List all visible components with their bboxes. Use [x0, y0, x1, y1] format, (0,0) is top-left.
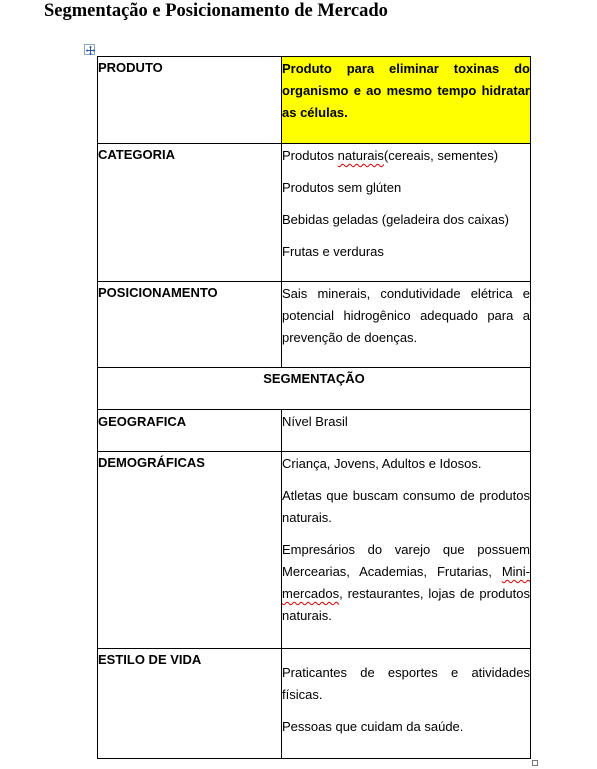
- table-move-icon[interactable]: [84, 44, 95, 55]
- table-row-produto: [98, 57, 531, 144]
- label-estilo-de-vida: ESTILO DE VIDA: [98, 649, 282, 759]
- estilo-paragraph: Pessoas que cuidam da saúde.: [282, 719, 464, 734]
- value-categoria: [282, 144, 531, 282]
- demograficas-text: Empresários do varejo que possuem Mercearias, Academias, Frutarias,: [282, 542, 530, 579]
- demograficas-paragraph: Criança, Jovens, Adultos e Idosos.: [282, 456, 482, 471]
- label-demograficas: DEMOGRÁFICAS: [98, 452, 282, 649]
- value-estilo-de-vida: [282, 649, 531, 759]
- label-geografica: GEOGRAFICA: [98, 410, 282, 452]
- geografica-text: Nível Brasil: [282, 414, 348, 429]
- demograficas-paragraph: [282, 539, 530, 627]
- label-categoria: CATEGORIA: [98, 144, 282, 282]
- posicionamento-text: Sais minerais, condutividade elétrica e potencial hidrogênico adequado para a prevenção de doenças.: [282, 286, 530, 345]
- value-geografica: [282, 410, 531, 452]
- demograficas-paragraph: Atletas que buscam consumo de produtos naturais.: [282, 488, 530, 525]
- categoria-item-text: Produtos: [282, 148, 338, 163]
- categoria-item-text: (cereais, sementes): [383, 148, 499, 163]
- value-produto: [282, 57, 531, 144]
- page-title: Segmentação e Posicionamento de Mercado: [44, 1, 388, 21]
- table-row-categoria: [98, 144, 531, 282]
- section-header-segmentacao: SEGMENTAÇÃO: [98, 368, 531, 410]
- categoria-item: Bebidas geladas (geladeira dos caixas): [282, 212, 509, 227]
- table-row-segmentacao: [98, 368, 531, 410]
- value-posicionamento: [282, 282, 531, 368]
- estilo-paragraph: Praticantes de esportes e atividades físicas.: [282, 665, 530, 702]
- table-resize-icon[interactable]: [532, 760, 538, 766]
- table-row-geografica: [98, 410, 531, 452]
- demograficas-text: , restaurantes, lojas de produtos naturais.: [282, 586, 530, 623]
- table-row-posicionamento: [98, 282, 531, 368]
- categoria-item: [282, 145, 530, 167]
- categoria-item: Produtos sem glúten: [282, 180, 402, 195]
- categoria-item: Frutas e verduras: [282, 244, 384, 259]
- value-demograficas: [282, 452, 531, 649]
- segmentation-table: [97, 56, 531, 759]
- label-posicionamento: POSICIONAMENTO: [98, 282, 282, 368]
- spellcheck-word: naturais: [337, 148, 384, 163]
- label-produto: PRODUTO: [98, 57, 282, 144]
- spellcheck-word: Mini-mercados: [282, 564, 530, 601]
- produto-text: Produto para eliminar toxinas do organismo e ao mesmo tempo hidratar as células.: [282, 61, 530, 120]
- table-row-estilo-de-vida: [98, 649, 531, 759]
- table-row-demograficas: [98, 452, 531, 649]
